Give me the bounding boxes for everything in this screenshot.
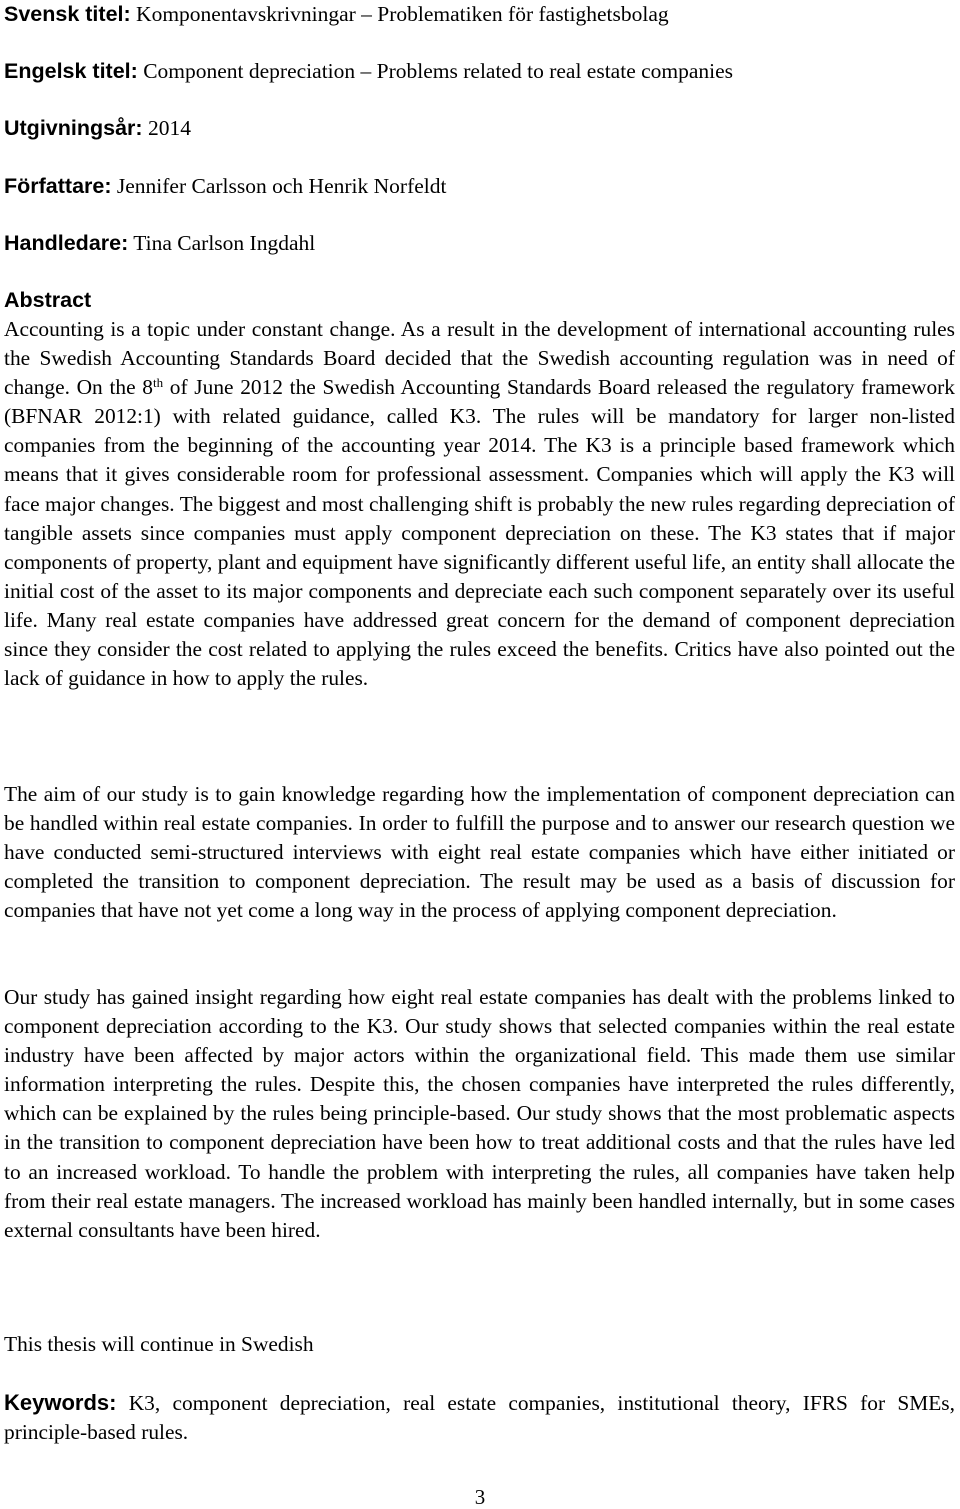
- english-title-line: [4, 57, 954, 85]
- ordinal-superscript: th: [152, 375, 164, 391]
- continuation-note: This thesis will continue in Swedish: [4, 1332, 314, 1356]
- authors-line: [4, 172, 954, 200]
- authors-value: Jennifer Carlsson och Henrik Norfeldt: [116, 174, 447, 198]
- supervisor-value: Tina Carlson Ingdahl: [133, 231, 316, 255]
- swedish-title-line: [4, 0, 954, 28]
- publication-year-label: Utgivningsår:: [4, 116, 143, 140]
- abstract-paragraph-1-text-b: of June 2012 the Swedish Accounting Standards Board released the regulatory framework (BFNAR 2012:1) with related guidance, called K3. The rules will be mandatory for larger non-listed companies from the beginning of the accounting year 2014. The K3 is a principle based framework which means that it gives considerable room for professional assessment. Companies which will apply the K3 will face major changes. The biggest and most challenging shift is probably the new rules regarding depreciation of tangible assets since companies must apply component depreciation on these. The K3 states that if major components of property, plant and equipment have significantly different useful life, an entity shall allocate the initial cost of the asset to its major components and depreciate each such component separately over its useful life. Many real estate companies have addressed great concern for the demand of component depreciation since they consider the cost related to applying the rules exceed the benefits. Critics have also pointed out the lack of guidance in how to apply the rules.: [4, 375, 956, 691]
- abstract-heading: Abstract: [4, 288, 92, 312]
- swedish-title-value: Komponentavskrivningar – Problematiken för fastighetsbolag: [136, 2, 669, 26]
- abstract-paragraph-2: The aim of our study is to gain knowledge regarding how the implementation of component depreciation can be handled within real estate companies. In order to fulfill the purpose and to answer our research question we have conducted semi-structured interviews with eight real estate companies which have either initiated or completed the transition to component depreciation. The result may be used as a basis of discussion for companies that have not yet come a long way in the process of applying component depreciation.: [4, 782, 955, 923]
- authors-label: Författare:: [4, 174, 112, 198]
- english-title-value: Component depreciation – Problems related to real estate companies: [143, 59, 734, 83]
- publication-year-line: [4, 114, 954, 142]
- supervisor-line: [4, 229, 954, 257]
- keywords-paragraph: [4, 1388, 955, 1447]
- abstract-paragraph-3: Our study has gained insight regarding how eight real estate companies has dealt with the problems linked to component depreciation according to the K3. Our study shows that selected companies within the real estate industry have been affected by major actors within the organizational field. This made them use similar information interpreting the rules. Despite this, the chosen companies have interpreted the rules differently, which can be explained by the rules being principle-based. Our study shows that the most problematic aspects in the transition to component depreciation have been how to treat additional costs and that the rules have led to an increased workload. To handle the problem with interpreting the rules, all companies have taken help from their real estate managers. The increased workload has mainly been handled internally, but in some cases external consultants have been hired.: [4, 985, 955, 1242]
- keywords-label: Keywords:: [4, 1390, 117, 1415]
- publication-year-value: 2014: [147, 116, 191, 140]
- abstract-paragraph-1: [4, 315, 955, 693]
- page-number: 3: [474, 1485, 486, 1509]
- keywords-value: K3, component depreciation, real estate companies, institutional theory, IFRS for SMEs, principle-based rules.: [4, 1391, 955, 1445]
- english-title-label: Engelsk titel:: [4, 59, 138, 83]
- abstract-paragraph-1-text-a: Accounting is a topic under constant change. As a result in the development of international accounting rules the Swedish Accounting Standards Board decided that the Swedish accounting regulation was in need of change. On the 8: [4, 317, 955, 400]
- swedish-title-label: Svensk titel:: [4, 2, 131, 26]
- supervisor-label: Handledare:: [4, 231, 129, 255]
